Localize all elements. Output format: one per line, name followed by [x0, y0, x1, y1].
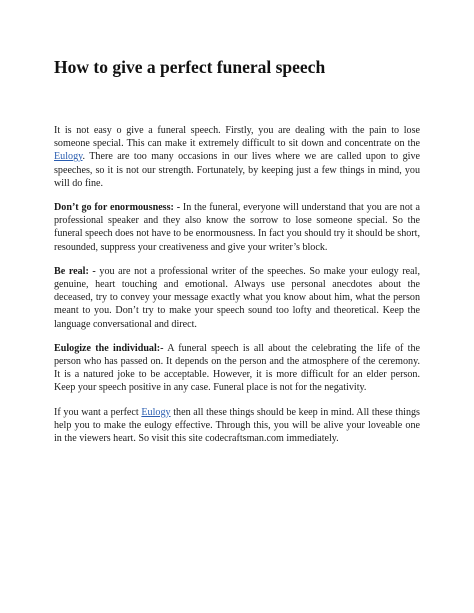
section-text-eulogize: A funeral speech is all about the celebrating the life of the person who has passed on. It depends on the person and the atmosphere of the ceremony. It is a natured joke to be acceptable. However, it is more difficult for an elder person. Keep your speech positive in any case. Funeral place is not for the negativity.	[54, 342, 421, 394]
section-paragraph-eulogize	[54, 342, 420, 395]
closing-paragraph	[54, 406, 420, 446]
section-text-be-real: you are not a professional writer of the speeches. So make your eulogy real, genuine, heart touching and emotional. Always use personal anecdotes about the deceased, try to convey your message exactly what you know about him, what the person meant to you. Don’t try to make your speech sound too lofty and theoretical. Keep the language conversational and direct.	[54, 265, 420, 330]
closing-text-start: If you want a perfect	[54, 406, 142, 418]
intro-text-end: . There are too many occasions in our lives where we are called upon to give speeches, so it is not our strength. Fortunately, by keeping just a few things in mind, you will do fine.	[54, 151, 420, 189]
section-text-enormousness: In the funeral, everyone will understand that you are not a professional speaker and they also know the sorrow to lose someone special. So the funeral speech does not have to be enormousness. In fact you should try it should be short, resounded, suppress your creativeness and give your writer’s block.	[54, 202, 420, 253]
section-heading-be-real: Be real: -	[54, 265, 96, 277]
section-heading-enormousness: Don’t go for enormousness: -	[54, 202, 181, 214]
intro-text-start: It is not easy o give a funeral speech. Firstly, you are dealing with the pain to lose someone special. This can make it extremely difficult to sit down and concentrate on the	[54, 125, 420, 150]
page-title: How to give a perfect funeral speech	[54, 57, 326, 77]
document-body	[54, 124, 420, 445]
section-paragraph-be-real	[54, 265, 420, 331]
section-heading-eulogize: Eulogize the individual:-	[54, 342, 164, 354]
eulogy-link[interactable]: Eulogy	[54, 151, 83, 163]
closing-text-end: then all these things should be keep in mind. All these things help you to make the eulogy effective. Through this, you will be alive your loveable one in the viewers heart. So visit this site codecraftsman.com immediately.	[54, 406, 420, 445]
eulogy-link-closing[interactable]: Eulogy	[141, 406, 171, 418]
intro-paragraph	[54, 124, 420, 190]
section-paragraph-enormousness	[54, 201, 420, 254]
